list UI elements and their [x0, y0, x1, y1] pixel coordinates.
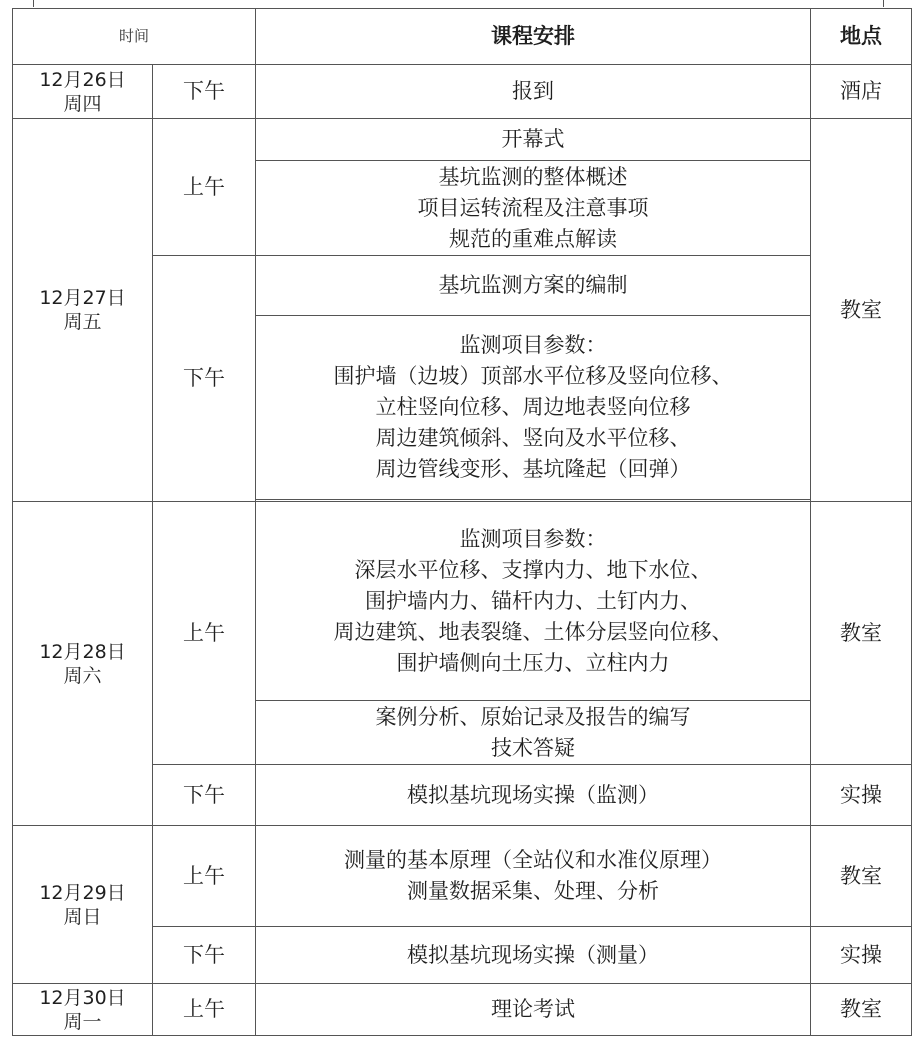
session-line: 报到 — [512, 79, 555, 103]
session-line: 测量数据采集、处理、分析 — [407, 879, 660, 903]
period-cell: 上午 — [153, 984, 256, 1036]
date: 12月28日 — [39, 640, 126, 663]
weekday: 周六 — [63, 664, 102, 687]
date-cell — [13, 502, 153, 826]
table-row — [13, 984, 912, 1036]
period-cell: 下午 — [153, 65, 256, 119]
session-line: 周边管线变形、基坑隆起（回弹） — [375, 457, 691, 481]
top-border-right — [883, 0, 884, 7]
session-cell — [256, 316, 811, 500]
session-line: 立柱竖向位移、周边地表竖向位移 — [375, 395, 691, 419]
session-line: 技术答疑 — [491, 735, 576, 760]
session-line: 周边建筑、地表裂缝、土体分层竖向位移、 — [333, 619, 733, 644]
date: 12月26日 — [39, 68, 126, 91]
session-line: 模拟基坑现场实操（测量） — [407, 942, 660, 967]
session-line: 监测项目参数： — [459, 333, 607, 357]
header-time: 时间 — [13, 9, 256, 65]
weekday: 周一 — [63, 1010, 102, 1033]
period-cell: 上午 — [153, 826, 256, 927]
session-line: 测量的基本原理（全站仪和水准仪原理） — [344, 848, 723, 872]
session-cell — [256, 502, 811, 701]
date-cell — [13, 984, 153, 1036]
session-line: 基坑监测的整体概述 — [438, 164, 628, 189]
date-cell — [13, 119, 153, 502]
location-cell: 实操 — [811, 927, 912, 984]
session-cell — [256, 984, 811, 1036]
location-cell: 教室 — [811, 119, 912, 502]
period-cell: 下午 — [153, 927, 256, 984]
location-cell: 教室 — [811, 984, 912, 1036]
session-line: 监测项目参数： — [459, 526, 607, 551]
session-line: 案例分析、原始记录及报告的编写 — [375, 704, 691, 729]
session-line: 理论考试 — [491, 997, 576, 1021]
weekday: 周日 — [63, 905, 102, 928]
session-line: 周边建筑倾斜、竖向及水平位移、 — [375, 426, 691, 450]
date: 12月29日 — [39, 881, 126, 904]
table-row — [13, 119, 912, 161]
period-cell: 上午 — [153, 502, 256, 765]
session-cell — [256, 927, 811, 984]
period-cell: 下午 — [153, 256, 256, 502]
weekday: 周五 — [63, 311, 102, 333]
period-cell: 下午 — [153, 765, 256, 826]
location-cell: 教室 — [811, 826, 912, 927]
session-line: 开幕式 — [501, 127, 565, 151]
session-line: 基坑监测方案的编制 — [438, 273, 628, 297]
session-cell — [256, 65, 811, 119]
top-border-left — [33, 0, 34, 7]
period-cell: 上午 — [153, 119, 256, 256]
session-cell — [256, 765, 811, 826]
location-cell: 教室 — [811, 502, 912, 765]
header-location: 地点 — [811, 9, 912, 65]
date: 12月27日 — [39, 287, 126, 309]
session-line: 项目运转流程及注意事项 — [417, 195, 649, 220]
session-cell — [256, 701, 811, 765]
session-line: 模拟基坑现场实操（监测） — [407, 782, 660, 807]
session-line: 围护墙内力、锚杆内力、土钉内力、 — [365, 588, 702, 613]
location-cell: 酒店 — [811, 65, 912, 119]
session-line: 深层水平位移、支撑内力、地下水位、 — [354, 557, 712, 582]
session-cell — [256, 826, 811, 927]
session-cell — [256, 119, 811, 161]
table-row — [13, 502, 912, 701]
session-cell — [256, 256, 811, 316]
schedule-table — [12, 8, 912, 1036]
weekday: 周四 — [63, 92, 102, 115]
table-row — [13, 65, 912, 119]
header-row — [13, 9, 912, 65]
session-line: 规范的重难点解读 — [449, 226, 618, 251]
header-course: 课程安排 — [256, 9, 811, 65]
date-cell — [13, 826, 153, 984]
date-cell — [13, 65, 153, 119]
session-line: 围护墙（边坡）顶部水平位移及竖向位移、 — [333, 364, 733, 388]
table-row — [13, 826, 912, 927]
location-cell: 实操 — [811, 765, 912, 826]
date: 12月30日 — [39, 986, 126, 1009]
session-cell — [256, 161, 811, 256]
session-line: 围护墙侧向土压力、立柱内力 — [396, 650, 670, 675]
